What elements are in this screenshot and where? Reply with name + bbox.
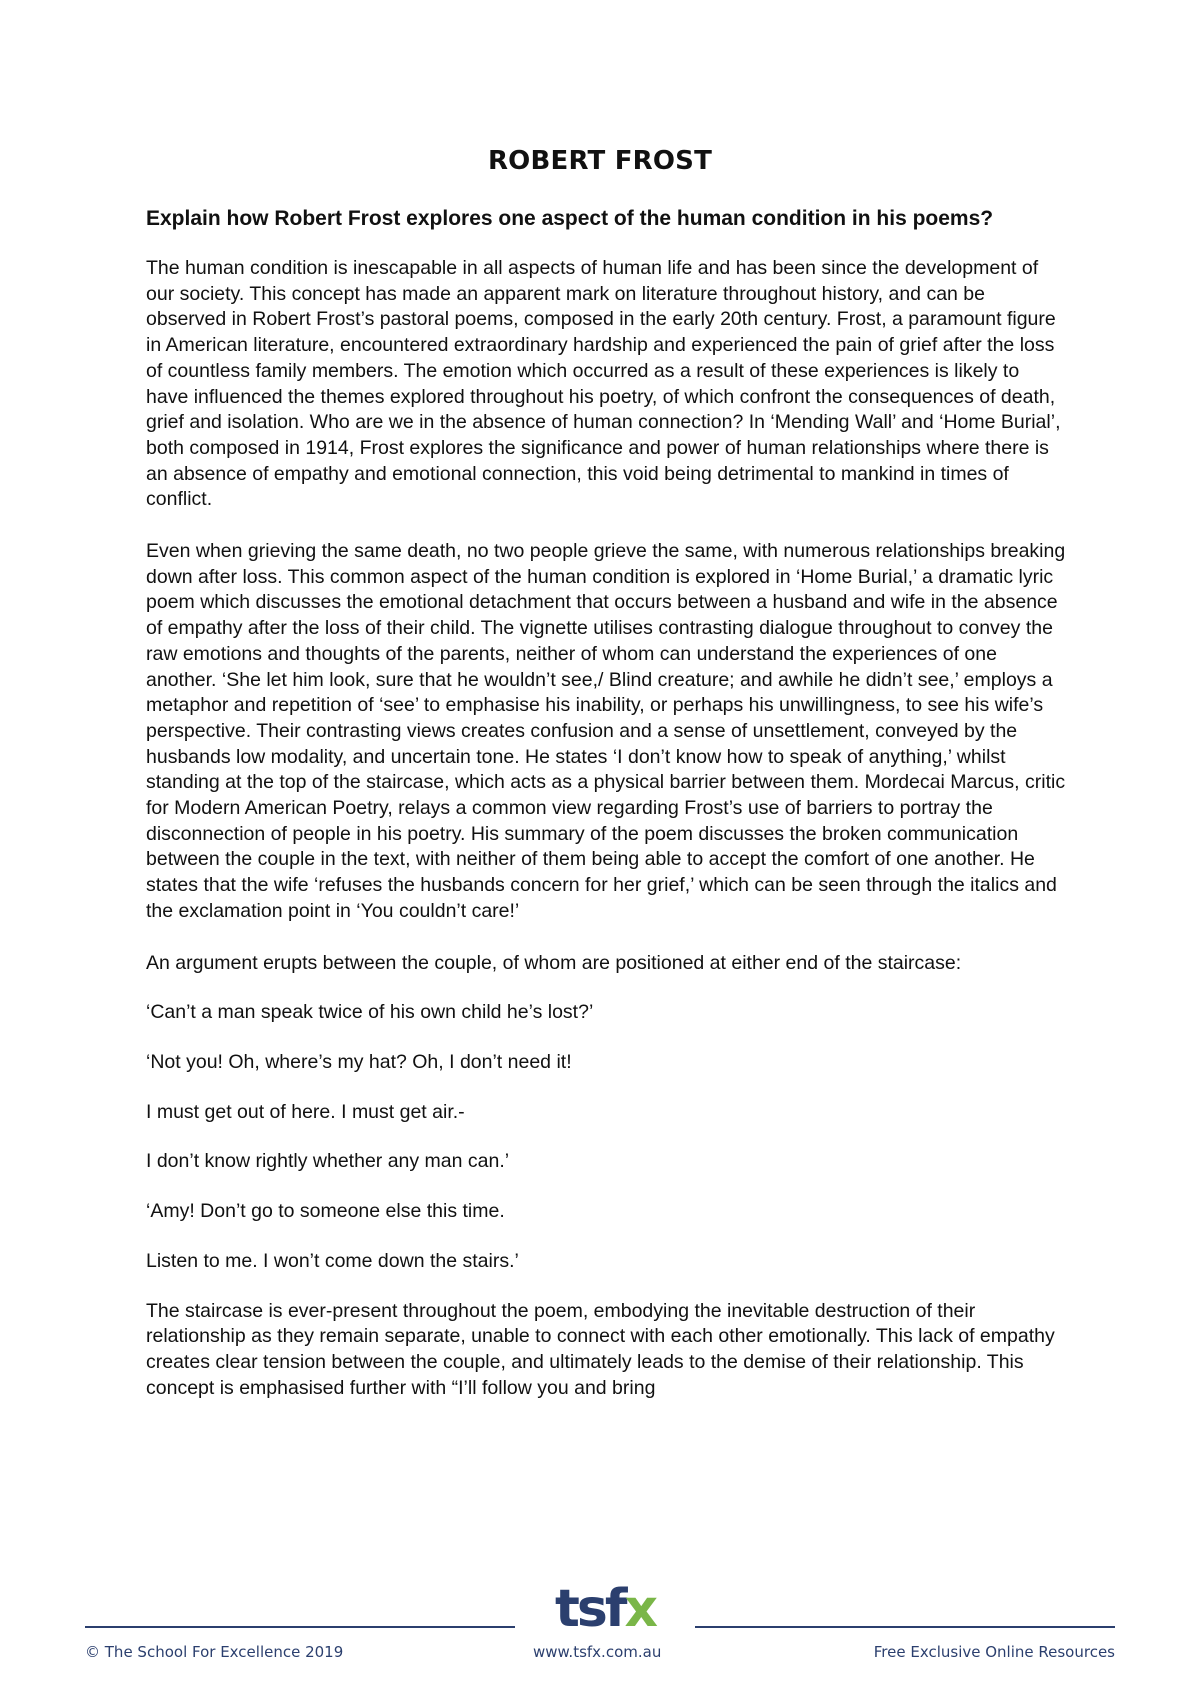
poem-quote-line: ‘Can’t a man speak twice of his own child he’s lost?’ (146, 1001, 594, 1024)
page-footer (85, 1578, 1115, 1661)
tsfx-logo (545, 1578, 665, 1638)
poem-quote-line: I don’t know rightly whether any man can.’ (146, 1150, 510, 1173)
poem-quote-line: ‘Not you! Oh, where’s my hat? Oh, I don’t need it! (146, 1050, 572, 1073)
poem-quote-line: I must get out of here. I must get air.- (146, 1100, 465, 1123)
footer-divider-left (85, 1626, 515, 1628)
document-body (146, 205, 1066, 1427)
essay-question: Explain how Robert Frost explores one aspect of the human condition in his poems? (146, 207, 994, 230)
poem-quote-line: ‘Amy! Don’t go to someone else this time. (146, 1200, 505, 1223)
page-title: ROBERT FROST (487, 146, 713, 176)
body-paragraph: The staircase is ever-present throughout the poem, embodying the inevitable destruction of their relationship as they remain separate, unable to connect with each other emotionally. This lack of empathy creates clear tension between the couple, and ultimately leads to the demise of their relationship. This concept is emphasised further with “I’ll follow you and bring (146, 1299, 1055, 1399)
footer-tagline: Free Exclusive Online Resources (873, 1643, 1115, 1661)
body-paragraph: An argument erupts between the couple, of whom are positioned at either end of the staircase: (146, 951, 962, 974)
footer-divider-right (695, 1626, 1115, 1628)
body-paragraph: The human condition is inescapable in all aspects of human life and has been since the development of our society. This concept has made an apparent mark on literature throughout history, and can be observed in Robert Frost’s pastoral poems, composed in the early 20th century. Frost, a paramount figure in American literature, encountered extraordinary hardship and experienced the pain of grief after the loss of countless family members. The emotion which occurred as a result of these experiences is likely to have influenced the themes explored throughout his poetry, of which confront the consequences of death, grief and isolation. Who are we in the absence of human connection? In ‘Mending Wall’ and ‘Home Burial’, both composed in 1914, Frost explores the significance and power of human relationships where there is an absence of empathy and emotional connection, this void being detrimental to mankind in times of conflict. (146, 257, 1061, 511)
logo-wordmark: tsfx (555, 1579, 655, 1638)
poem-quote-line: Listen to me. I won’t come down the stairs.’ (146, 1249, 519, 1272)
body-paragraph: Even when grieving the same death, no two people grieve the same, with numerous relationships breaking down after loss. This common aspect of the human condition is explored in ‘Home Burial,’ a dramatic lyric poem which discusses the emotional detachment that occurs between a husband and wife in the absence of empathy after the loss of their child. The vignette utilises contrasting dialogue throughout to convey the raw emotions and thoughts of the parents, neither of whom can understand the experiences of one another. ‘She let him look, sure that he wouldn’t see,/ Blind creature; and awhile he didn’t see,’ employs a metaphor and repetition of ‘see’ to emphasise his inability, or perhaps his unwillingness, to see his wife’s perspective. Their contrasting views creates confusion and a sense of unsettlement, conveyed by the husbands low modality, and uncertain tone. He states ‘I don’t know how to speak of anything,’ whilst standing at the top of the staircase, which acts as a physical barrier between them. Mordecai Marcus, critic for Modern American Poetry, relays a common view regarding Frost’s use of barriers to portray the disconnection of people in his poetry. His summary of the poem discusses the broken communication between the couple in the text, with neither of them being able to accept the comfort of one another. He states that the wife ‘refuses the husbands concern for her grief,’ which can be seen through the italics and the exclamation point in ‘You couldn’t care!’ (146, 540, 1066, 922)
website-link[interactable]: www.tsfx.com.au (533, 1643, 662, 1661)
copyright-text: © The School For Excellence 2019 (85, 1643, 344, 1661)
